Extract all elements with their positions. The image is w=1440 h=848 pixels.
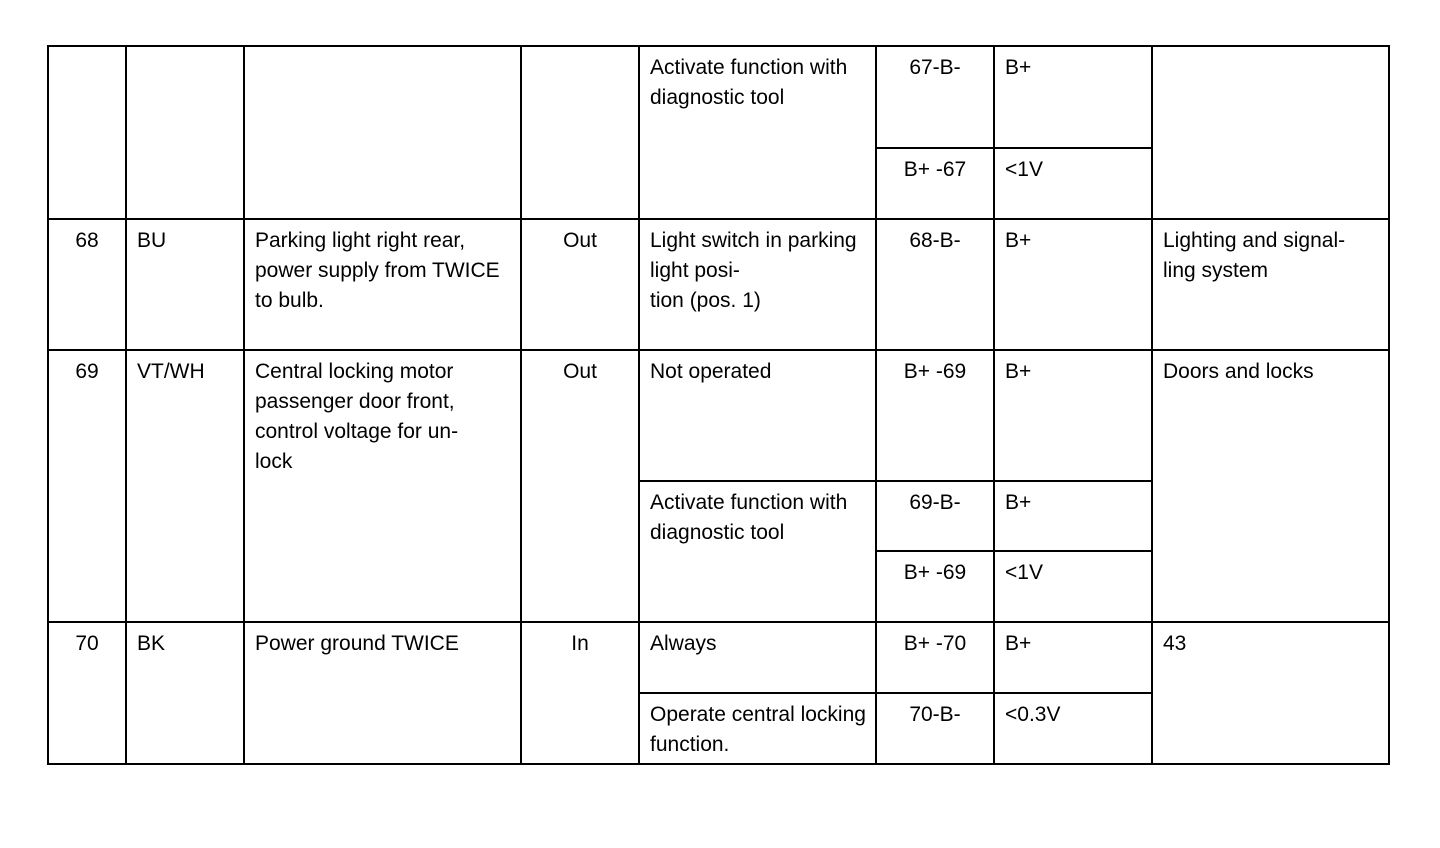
measure-value: B+ [1005,56,1032,79]
reference-section: Lighting and signal- ling system [1163,229,1346,282]
pin-number: 68 [75,229,99,252]
pin-description: Parking light right rear, power supply from TWICE to bulb. [255,229,500,312]
measure-point: B+ -67 [903,158,967,181]
condition-label: Operate central locking function. [650,703,866,756]
measure-point: B+ -69 [903,360,967,383]
wire-color: BU [137,229,167,252]
measure-value: B+ [1005,491,1032,514]
signal-direction: Out [563,229,597,252]
pin-number: 70 [75,632,99,655]
pin-number: 69 [75,360,99,383]
measure-point: 68-B- [909,229,961,252]
pin-description: Central locking motor passenger door front, control voltage for un- lock [255,360,459,473]
reference-section: 43 [1163,632,1187,655]
wire-color: VT/WH [137,360,205,383]
reference-section: Doors and locks [1163,360,1314,383]
measure-point: 70-B- [909,703,961,726]
condition-label: Always [650,632,717,655]
wire-color: BK [137,632,166,655]
table-border-bottom [47,763,1390,765]
condition-label: Activate function with diagnostic tool [650,56,848,109]
measure-point: B+ -69 [903,561,967,584]
measure-point: 69-B- [909,491,961,514]
measure-value: B+ [1005,229,1032,252]
pin-description: Power ground TWICE [255,632,459,655]
measure-point: B+ -70 [903,632,967,655]
condition-label: Light switch in parking light posi- tion (pos. 1) [650,229,857,312]
condition-label: Not operated [650,360,772,383]
measure-value: <1V [1005,561,1043,584]
measure-value: <0.3V [1005,703,1061,726]
table-border-right [1388,45,1390,765]
measure-value: <1V [1005,158,1043,181]
signal-direction: In [571,632,589,655]
condition-label: Activate function with diagnostic tool [650,491,848,544]
measure-value: B+ [1005,360,1032,383]
measure-point: 67-B- [909,56,961,79]
measure-value: B+ [1005,632,1032,655]
signal-direction: Out [563,360,597,383]
